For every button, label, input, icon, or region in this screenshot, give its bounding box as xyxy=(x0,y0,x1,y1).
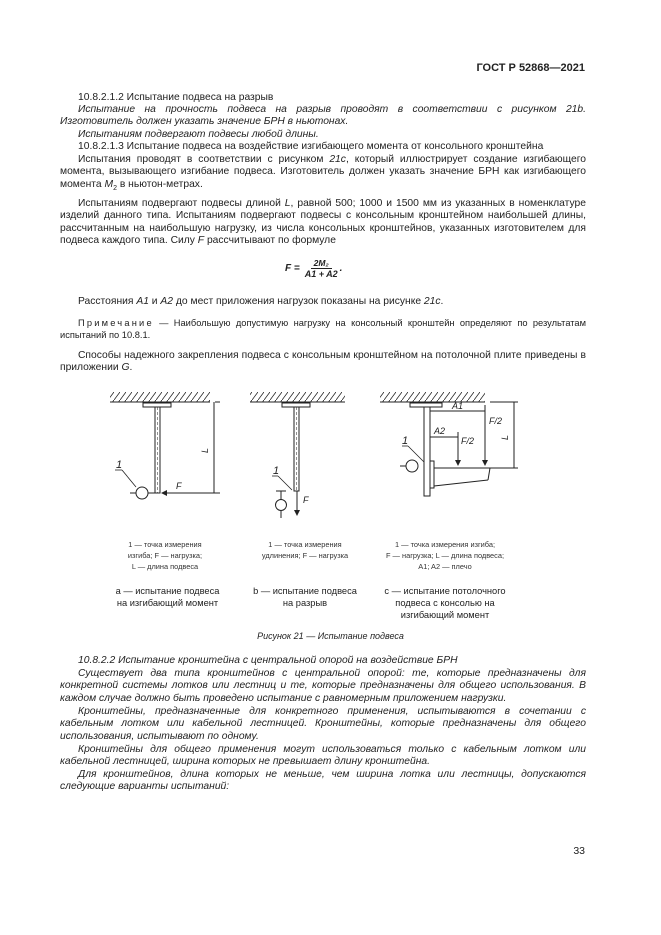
section-title: 10.8.2.1.3 Испытание подвеса на воздействие изгибающего момента от консольного кронштейна xyxy=(78,141,544,152)
svg-text:L: L xyxy=(200,447,210,453)
svg-text:1: 1 xyxy=(273,465,280,477)
note: Примечание — Наибольшую допустимую нагрузку на консольный кронштейн определяют по результатам испытаний по 10.8.1. xyxy=(60,318,586,340)
formula: F = $\frac{\text{2M₂}}{A1 + A2}$ . xyxy=(285,258,343,279)
figure-title: Рисунок 21 — Испытание подвеса xyxy=(257,631,404,641)
paragraph: Существует два типа кронштейнов с центральной опорой: те, которые предназначены для конкретной системы лотков или лестниц и те, которые предназначены для общего использования. В каждом случае должно быть проведено испытание с равномерным приложением нагрузки. xyxy=(60,668,586,704)
legend-b: 1 — точка измерения удлинения; F — нагрузка xyxy=(261,540,349,560)
paragraph: Кронштейны, предназначенные для конкретного применения, испытываются в сочетании с кабельным лотком или кабельной лестницей. Кронштейны, которые предназначены для общего использования, испытывают по одному. xyxy=(60,706,586,742)
svg-text:1: 1 xyxy=(116,459,123,471)
page-number: 33 xyxy=(573,845,585,857)
caption-a: a — испытание подвеса на изгибающий момент xyxy=(115,586,220,608)
paragraph: Кронштейны для общего применения могут использоваться только с кабельным лотком или кабельной лестницей, ширина которых не превышает длину кронштейна. xyxy=(60,744,586,768)
svg-text:F: F xyxy=(303,495,309,505)
svg-text:A2: A2 xyxy=(434,426,446,436)
svg-text:F/2: F/2 xyxy=(461,436,475,446)
diagram-b xyxy=(250,392,345,518)
svg-text:1: 1 xyxy=(402,435,409,447)
svg-text:F: F xyxy=(176,481,182,491)
figure-21-drawings xyxy=(0,380,661,530)
paragraph: Испытаниям подвергают подвесы длиной L, равной 500; 1000 и 1500 мм из указанных в номенклатуре изделий данного типа. Испытаниям подвергают подвесы с консольным кронштейном наибольшей длины, рассчитанным на наибольшую нагрузку, из числа консольных кронштейнов, указанных изготовителем для подвеса каждого типа. Силу F рассчитывают по формуле xyxy=(60,198,586,247)
diagram-a xyxy=(110,392,220,499)
svg-text:F/2: F/2 xyxy=(489,416,503,426)
diagram-c xyxy=(380,392,518,496)
caption-b: b — испытание подвеса на разрыв xyxy=(253,586,357,608)
section-title: 10.8.2.2 Испытание кронштейна с центральной опорой на воздействие БРН xyxy=(78,655,458,666)
paragraph: Испытаниям подвергают подвесы любой длины. xyxy=(78,129,319,140)
legend-c: 1 — точка измерения изгиба; F — нагрузка; L — длина подвеса; A1; A2 — плечо xyxy=(385,540,505,571)
caption-c: c — испытание потолочного подвеса с консолью на изгибающий момент xyxy=(384,586,506,620)
svg-text:A1: A1 xyxy=(452,401,464,411)
paragraph: Испытание на прочность подвеса на разрыв проводят в соответствии с рисунком 21b. Изготовитель должен указать значение БРН в ньютонах. xyxy=(60,104,586,128)
paragraph: Испытания проводят в соответствии с рисунком 21c, который иллюстрирует создание изгибающего момента, вызывающего изгибание подвеса. Изготовитель должен указать значение БРН как изгибающего момента $M_2$ в ньютон-метрах. xyxy=(60,154,586,192)
paragraph: Для кронштейнов, длина которых не меньше, чем ширина лотка или лестницы, допускаются следующие варианты испытаний: xyxy=(60,769,586,793)
document-code: ГОСТ Р 52868—2021 xyxy=(476,62,585,74)
legend-a: 1 — точка измерения изгиба; F — нагрузка; L — длина подвеса xyxy=(127,540,203,571)
paragraph: Способы надежного закрепления подвеса с консольным кронштейном на потолочной плите приведены в приложении G. xyxy=(60,350,586,374)
svg-text:L: L xyxy=(500,434,510,440)
section-title: 10.8.2.1.2 Испытание подвеса на разрыв xyxy=(78,92,274,103)
paragraph: Расстояния A1 и A2 до мест приложения нагрузок показаны на рисунке 21c. xyxy=(78,296,444,307)
